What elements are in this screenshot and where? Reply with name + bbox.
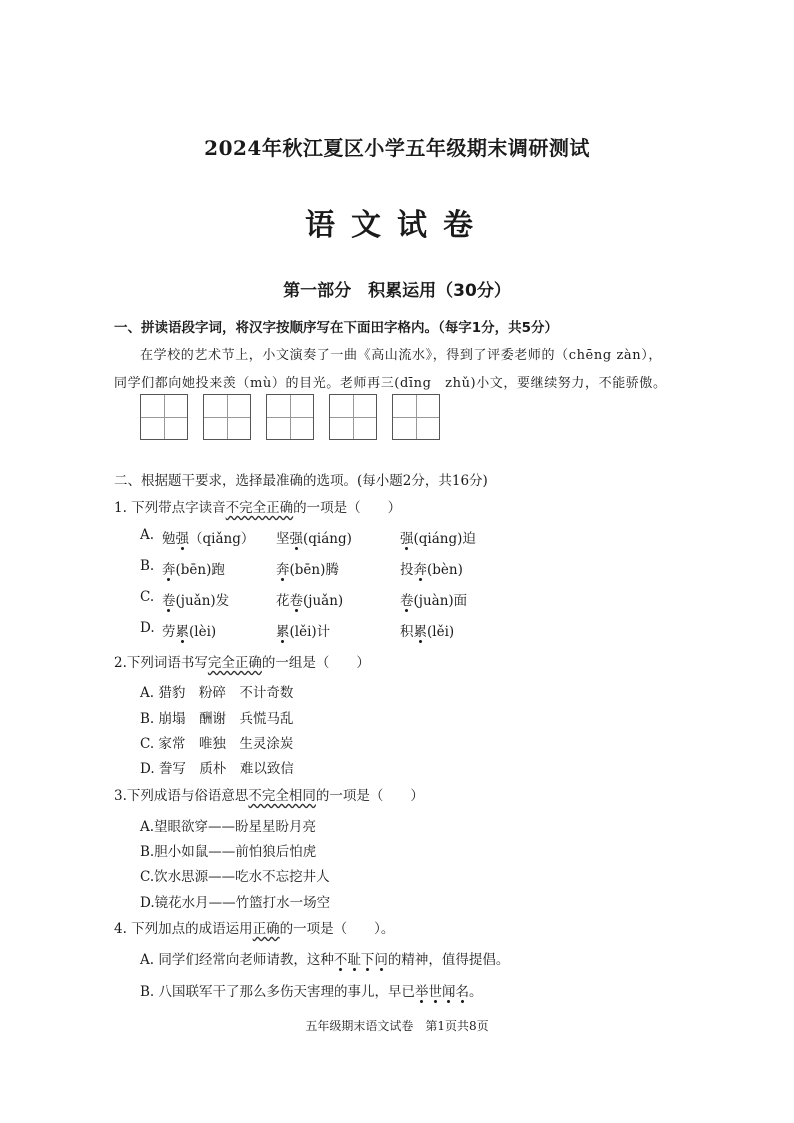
q1-option-b-word2: 奔(bēn)腾 bbox=[276, 558, 339, 578]
dotted-char: 累 bbox=[414, 620, 428, 640]
q1-option-d-word1: 劳累(lèi) bbox=[162, 620, 216, 640]
emphasis-wavy: 正确 bbox=[252, 921, 280, 937]
dotted-char: 卷 bbox=[290, 589, 304, 609]
q1-option-letter: D. bbox=[140, 620, 155, 636]
q1-option-d-word2: 累(lěi)计 bbox=[276, 620, 330, 640]
tian-grid-box[interactable] bbox=[329, 394, 377, 440]
question-3-stem: 3.下列成语与俗语意思不完全相同的一项是（ ） bbox=[114, 788, 424, 804]
q2-option-a: A. 猎豹 粉碎 不计奇数 bbox=[140, 685, 294, 701]
q1-option-letter: B. bbox=[140, 558, 155, 574]
q1-option-letter: A. bbox=[140, 527, 155, 543]
q1-option-c-word2: 花卷(juǎn) bbox=[276, 589, 343, 609]
dotted-char: 不 bbox=[334, 948, 348, 968]
q2-option-d: D. 誊写 质朴 难以致信 bbox=[140, 761, 294, 777]
dotted-char: 名 bbox=[456, 980, 470, 1000]
dotted-char: 举 bbox=[415, 980, 429, 1000]
q4-option-a: A. 同学们经常向老师请教，这种不耻下问的精神，值得提倡。 bbox=[140, 948, 509, 968]
section1-line2: 同学们都向她投来羡（mù）的目光。老师再三(dīng zhǔ)小文，要继续努力，不能骄傲。 bbox=[114, 376, 667, 391]
emphasis-wavy: 完全正确 bbox=[207, 655, 262, 671]
dotted-char: 卷 bbox=[162, 589, 176, 609]
emphasis-wavy: 不完全正确 bbox=[225, 500, 294, 516]
dotted-char: 问 bbox=[374, 948, 388, 968]
question-1-stem: 1. 下列带点字读音不完全正确的一项是（ ） bbox=[114, 500, 402, 516]
q1-option-a-word1: 勉强（qiǎng） bbox=[162, 527, 254, 547]
dotted-char: 闻 bbox=[442, 980, 456, 1000]
exam-subtitle: 语文试卷 bbox=[305, 208, 489, 243]
exam-title: 2024年秋江夏区小学五年级期末调研测试 bbox=[204, 136, 590, 160]
dotted-char: 累 bbox=[176, 620, 190, 640]
dotted-char: 累 bbox=[276, 620, 290, 640]
dotted-char: 强 bbox=[176, 527, 190, 547]
tian-grid-box[interactable] bbox=[203, 394, 251, 440]
dotted-char: 奔 bbox=[414, 558, 428, 578]
tian-grid-box[interactable] bbox=[266, 394, 314, 440]
section1-heading: 一、拼读语段字词，将汉字按顺序写在下面田字格内。（每字1分，共5分） bbox=[114, 320, 559, 336]
section1-line1: 在学校的艺术节上，小文演奏了一曲《高山流水》，得到了评委老师的（chēng zàn）， bbox=[140, 348, 662, 363]
dotted-char: 奔 bbox=[162, 558, 176, 578]
section2-heading: 二、根据题干要求，选择最准确的选项。(每小题2分，共16分) bbox=[114, 473, 488, 489]
q1-option-b-word1: 奔(bēn)跑 bbox=[162, 558, 225, 578]
question-2-stem: 2.下列词语书写完全正确的一组是（ ） bbox=[114, 655, 370, 671]
dotted-char: 世 bbox=[429, 980, 443, 1000]
q1-option-c-word1: 卷(juǎn)发 bbox=[162, 589, 229, 609]
dotted-char: 耻 bbox=[347, 948, 361, 968]
q1-option-a-word2: 坚强(qiáng) bbox=[276, 527, 352, 547]
q1-option-c-word3: 卷(juàn)面 bbox=[400, 589, 467, 609]
q3-option-c: C.饮水思源——吃水不忘挖井人 bbox=[140, 869, 330, 885]
q1-option-letter: C. bbox=[140, 589, 155, 605]
part-heading: 第一部分 积累运用（30分） bbox=[283, 281, 511, 301]
q1-option-d-word3: 积累(lěi) bbox=[400, 620, 454, 640]
dotted-char: 强 bbox=[400, 527, 414, 547]
q1-option-b-word3: 投奔(bèn) bbox=[400, 558, 463, 578]
question-4-stem: 4. 下列加点的成语运用正确的一项是（ ）。 bbox=[114, 921, 395, 937]
q4-option-b: B. 八国联军干了那么多伤天害理的事儿，早已举世闻名。 bbox=[140, 980, 483, 1000]
emphasis-wavy: 不完全相同 bbox=[248, 788, 316, 804]
tian-grid-row bbox=[140, 394, 440, 440]
q3-option-a: A.望眼欲穿——盼星星盼月亮 bbox=[140, 819, 317, 835]
tian-grid-box[interactable] bbox=[392, 394, 440, 440]
q3-option-d: D.镜花水月——竹篮打水一场空 bbox=[140, 895, 331, 911]
dotted-char: 强 bbox=[290, 527, 304, 547]
q2-option-c: C. 家常 唯独 生灵涂炭 bbox=[140, 736, 294, 752]
q2-option-b: B. 崩塌 酬谢 兵慌马乱 bbox=[140, 711, 294, 727]
q3-option-b: B.胆小如鼠——前怕狼后怕虎 bbox=[140, 844, 317, 860]
tian-grid-box[interactable] bbox=[140, 394, 188, 440]
q1-option-a-word3: 强(qiáng)迫 bbox=[400, 527, 476, 547]
dotted-char: 卷 bbox=[400, 589, 414, 609]
dotted-char: 奔 bbox=[276, 558, 290, 578]
page-footer: 五年级期末语文试卷 第1页共8页 bbox=[305, 1019, 489, 1033]
dotted-char: 下 bbox=[361, 948, 375, 968]
